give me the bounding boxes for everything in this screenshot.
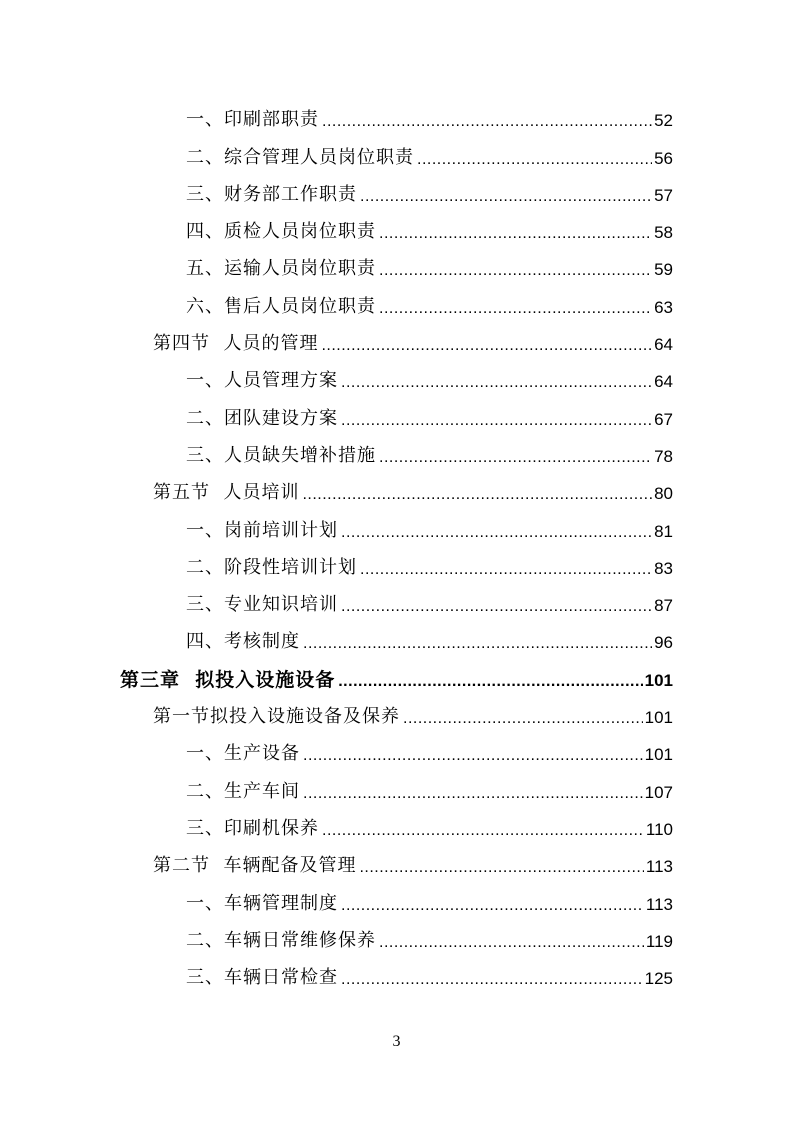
toc-dot-leader bbox=[403, 710, 643, 728]
toc-dot-leader bbox=[341, 897, 644, 915]
toc-entry-page: 110 bbox=[645, 819, 673, 839]
toc-dot-leader bbox=[379, 934, 644, 952]
toc-dot-leader bbox=[303, 747, 643, 765]
toc-entry[interactable] bbox=[0, 510, 793, 547]
toc-dot-leader bbox=[360, 188, 652, 206]
toc-dot-leader bbox=[360, 561, 652, 579]
toc-entry[interactable] bbox=[0, 883, 793, 920]
toc-entry[interactable] bbox=[0, 771, 793, 808]
toc-entry-page: 101 bbox=[644, 670, 673, 690]
toc-entry[interactable] bbox=[0, 958, 793, 995]
toc-entry[interactable] bbox=[0, 436, 793, 473]
toc-entry[interactable] bbox=[0, 249, 793, 286]
toc-dot-leader bbox=[341, 598, 652, 616]
toc-entry-page: 113 bbox=[645, 894, 673, 914]
toc-dot-leader bbox=[302, 486, 652, 504]
toc-entry-page: 63 bbox=[654, 297, 673, 317]
toc-entry-page: 125 bbox=[644, 969, 673, 989]
toc-entry-title: 四、考核制度 bbox=[186, 631, 303, 653]
toc-entry[interactable] bbox=[0, 548, 793, 585]
toc-entry[interactable] bbox=[0, 100, 793, 137]
toc-entry-title: 六、售后人员岗位职责 bbox=[186, 296, 379, 318]
toc-dot-leader bbox=[359, 859, 643, 877]
toc-dot-leader bbox=[321, 337, 652, 355]
toc-entry-title: 第二节 车辆配备及管理 bbox=[153, 855, 359, 877]
toc-entry-title: 四、质检人员岗位职责 bbox=[186, 221, 379, 243]
toc-entry-page: 67 bbox=[654, 409, 673, 429]
toc-entry-page: 119 bbox=[645, 931, 673, 951]
toc-dot-leader bbox=[417, 151, 652, 169]
toc-entry-page: 52 bbox=[654, 111, 673, 131]
toc-dot-leader bbox=[341, 412, 652, 430]
toc-entry-page: 56 bbox=[654, 148, 673, 168]
toc-entry-page: 87 bbox=[654, 596, 673, 616]
toc-dot-leader bbox=[303, 785, 643, 803]
toc-section-entry[interactable] bbox=[0, 473, 793, 510]
toc-dot-leader bbox=[338, 673, 642, 691]
toc-dot-leader bbox=[379, 262, 652, 280]
toc-entry[interactable] bbox=[0, 398, 793, 435]
toc-entry[interactable] bbox=[0, 809, 793, 846]
toc-entry-page: 80 bbox=[654, 484, 673, 504]
toc-entry-title: 第三章 拟投入设施设备 bbox=[120, 669, 338, 691]
toc-dot-leader bbox=[322, 822, 644, 840]
toc-entry-title: 三、财务部工作职责 bbox=[186, 184, 360, 206]
toc-entry-title: 三、专业知识培训 bbox=[186, 594, 341, 616]
toc-dot-leader bbox=[341, 374, 652, 392]
toc-section-entry[interactable] bbox=[0, 846, 793, 883]
toc-entry-title: 一、人员管理方案 bbox=[186, 370, 341, 392]
toc-chapter-entry[interactable] bbox=[0, 659, 793, 696]
page-number: 3 bbox=[392, 1033, 401, 1050]
toc-entry[interactable] bbox=[0, 286, 793, 323]
toc-entry-title: 第一节拟投入设施设备及保养 bbox=[153, 706, 403, 728]
toc-entry-page: 113 bbox=[645, 857, 673, 877]
toc-dot-leader bbox=[322, 113, 652, 131]
toc-entry-title: 二、生产车间 bbox=[186, 781, 303, 803]
toc-entry-page: 59 bbox=[654, 260, 673, 280]
toc-entry-title: 一、岗前培训计划 bbox=[186, 520, 341, 542]
toc-entry-title: 一、车辆管理制度 bbox=[186, 893, 341, 915]
toc-dot-leader bbox=[379, 449, 652, 467]
toc-entry[interactable] bbox=[0, 175, 793, 212]
toc-entry-title: 第四节 人员的管理 bbox=[153, 333, 321, 355]
toc-dot-leader bbox=[341, 524, 652, 542]
toc-entry-title: 五、运输人员岗位职责 bbox=[186, 258, 379, 280]
toc-entry-page: 58 bbox=[654, 223, 673, 243]
toc-entry[interactable] bbox=[0, 585, 793, 622]
toc-entry[interactable] bbox=[0, 212, 793, 249]
toc-entry[interactable] bbox=[0, 921, 793, 958]
toc-entry-page: 101 bbox=[644, 708, 673, 728]
toc-entry-page: 64 bbox=[654, 335, 673, 355]
toc-entry-title: 三、人员缺失增补措施 bbox=[186, 445, 379, 467]
toc-entry-title: 一、生产设备 bbox=[186, 743, 303, 765]
toc-entry-title: 二、车辆日常维修保养 bbox=[186, 930, 379, 952]
toc-entry[interactable] bbox=[0, 137, 793, 174]
toc-entry-title: 二、综合管理人员岗位职责 bbox=[186, 147, 417, 169]
toc-entry[interactable] bbox=[0, 361, 793, 398]
toc-entry-page: 101 bbox=[644, 745, 673, 765]
toc-entry-title: 三、印刷机保养 bbox=[186, 818, 322, 840]
toc-entry-page: 78 bbox=[654, 446, 673, 466]
toc-entry-page: 83 bbox=[654, 558, 673, 578]
toc-entry-title: 第五节 人员培训 bbox=[153, 482, 302, 504]
toc-entry[interactable] bbox=[0, 734, 793, 771]
toc-entry-page: 96 bbox=[654, 633, 673, 653]
toc-dot-leader bbox=[303, 635, 652, 653]
toc-dot-leader bbox=[379, 300, 652, 318]
toc-entry-page: 64 bbox=[654, 372, 673, 392]
toc-entry-title: 二、阶段性培训计划 bbox=[186, 557, 360, 579]
toc-section-entry[interactable] bbox=[0, 697, 793, 734]
toc-entry-title: 三、车辆日常检查 bbox=[186, 967, 341, 989]
toc-dot-leader bbox=[379, 225, 652, 243]
toc-dot-leader bbox=[341, 971, 643, 989]
toc-entry-page: 57 bbox=[654, 185, 673, 205]
toc-entry-title: 一、印刷部职责 bbox=[186, 109, 322, 131]
toc-section-entry[interactable] bbox=[0, 324, 793, 361]
toc-entry-title: 二、团队建设方案 bbox=[186, 408, 341, 430]
toc-entry-page: 81 bbox=[654, 521, 673, 541]
toc-entry-page: 107 bbox=[644, 782, 673, 802]
toc-entry[interactable] bbox=[0, 622, 793, 659]
table-of-contents bbox=[0, 100, 793, 995]
